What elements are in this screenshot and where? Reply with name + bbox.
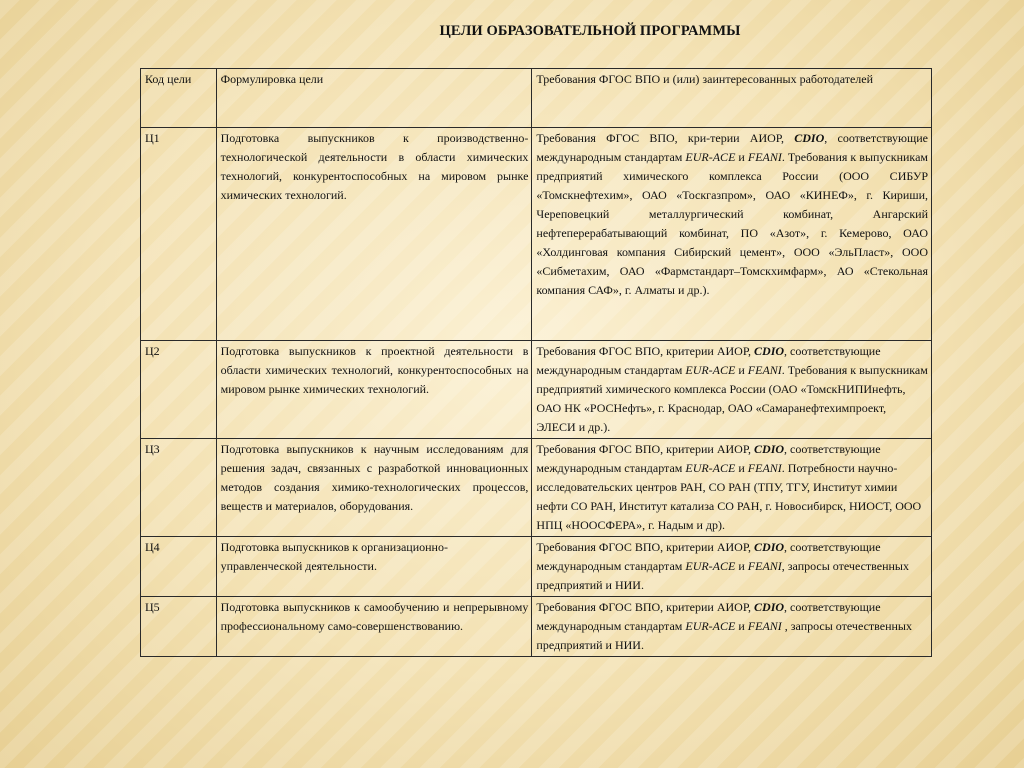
req-text: , запросы отечественных предприятий и НИИ.	[536, 559, 909, 592]
req-cdio: CDIO	[754, 540, 785, 554]
header-goal-text: Формулировка цели	[216, 69, 532, 128]
req-text: . Потребности научно-исследовательских центров РАН, СО РАН (ТПУ, ТГУ, Институт химии нефти СО РАН, Институт катализа СО РАН, г. Новосибирск, НИОСТ, ООО НПЦ «НООСФЕРА», г. Надым и др).	[536, 461, 922, 532]
table-row	[141, 537, 932, 597]
goal-text: Подготовка выпускников к самообучению и непрерывному профессиональному само-совершенствованию.	[216, 597, 532, 657]
req-text: , соответствующие международным стандартам	[536, 344, 881, 377]
req-text: и	[735, 363, 748, 377]
req-text: , соответствующие международным стандартам	[536, 600, 881, 633]
req-text: и	[735, 150, 748, 164]
req-text: Требования ФГОС ВПО, критерии АИОР,	[536, 442, 755, 456]
table-row	[141, 341, 932, 439]
req-text: , соответствующие международным стандартам	[536, 442, 881, 475]
req-cdio: CDIO	[754, 344, 785, 358]
table-row	[141, 597, 932, 657]
slide-title-wrap	[0, 22, 1024, 40]
req-text: Требования ФГОС ВПО, кри-терии АИОР,	[536, 131, 795, 145]
req-text: . Требования к выпускникам предприятий химического комплекса России (ОАО «ТомскНИПИнефть, ОАО НК «РОСНефть», г. Краснодар, ОАО «Самаранефтехимпроект, ЭЛЕСИ и др.).	[536, 363, 928, 434]
goal-code: Ц2	[141, 341, 217, 439]
req-text: , запросы отечественных предприятий и НИИ.	[536, 619, 912, 652]
req-feani: FEANI	[747, 363, 782, 377]
req-feani: FEANI	[747, 619, 782, 633]
req-feani: FEANI	[747, 461, 782, 475]
goal-requirements	[532, 537, 932, 597]
req-text: , соответствующие международным стандартам	[536, 540, 881, 573]
header-requirements: Требования ФГОС ВПО и (или) заинтересованных работодателей	[532, 69, 932, 128]
goal-code: Ц4	[141, 537, 217, 597]
goals-table	[140, 68, 932, 657]
req-eurace: EUR-ACE	[685, 461, 736, 475]
table-row	[141, 439, 932, 537]
goal-text: Подготовка выпускников к проектной деятельности в области химических технологий, конкурентоспособных на мировом рынке химических технологий.	[216, 341, 532, 439]
goal-text: Подготовка выпускников к организационно-управленческой деятельности.	[216, 537, 532, 597]
goal-requirements	[532, 128, 932, 341]
req-cdio: CDIO	[754, 600, 785, 614]
goal-text: Подготовка выпускников к научным исследованиям для решения задач, связанных с разработкой инновационных методов создания химико-технологических процессов, веществ и материалов, оборудования.	[216, 439, 532, 537]
req-eurace: EUR-ACE	[685, 363, 736, 377]
goal-code: Ц5	[141, 597, 217, 657]
req-eurace: EUR-ACE	[685, 559, 736, 573]
req-text: . Требования к выпускникам предприятий химического комплекса России (ООО СИБУР «Томскнефтехим», ОАО «Тоскгазпром», ОАО «КИНЕФ», г. Кириши, Череповецкий металлургический комбинат, Ангарский нефтеперерабатывающий комбинат, ПО «Азот», г. Кемерово, ОАО «Холдинговая компания Сибирский цемент», ООО «ЭльПласт», ООО «Сибметахим, ОАО «Фармстандарт–Томскхимфарм», АО «Стекольная компания САФ», г. Алматы и др.).	[536, 150, 928, 297]
goal-code: Ц3	[141, 439, 217, 537]
header-code: Код цели	[141, 69, 217, 128]
req-text: и	[735, 619, 748, 633]
table-header-row	[141, 69, 932, 128]
req-text: Требования ФГОС ВПО, критерии АИОР,	[536, 600, 755, 614]
req-text: и	[735, 559, 748, 573]
req-text: Требования ФГОС ВПО, критерии АИОР,	[536, 540, 755, 554]
table-row	[141, 128, 932, 341]
goal-requirements	[532, 439, 932, 537]
req-cdio: CDIO	[754, 442, 785, 456]
req-text: Требования ФГОС ВПО, критерии АИОР,	[536, 344, 755, 358]
slide-title: ЦЕЛИ ОБРАЗОВАТЕЛЬНОЙ ПРОГРАММЫ	[439, 23, 741, 39]
req-eurace: EUR-ACE	[685, 619, 736, 633]
goal-requirements	[532, 597, 932, 657]
req-feani: FEANI	[747, 150, 782, 164]
goal-requirements	[532, 341, 932, 439]
req-feani: FEANI	[747, 559, 782, 573]
req-text: , соответствующие международным стандартам	[536, 131, 928, 164]
req-eurace: EUR-ACE	[685, 150, 736, 164]
goal-code: Ц1	[141, 128, 217, 341]
req-text: и	[735, 461, 748, 475]
goal-text: Подготовка выпускников к производственно-технологической деятельности в области химических технологий, конкурентоспособных на мировом рынке химических технологий.	[216, 128, 532, 341]
req-cdio: CDIO	[794, 131, 825, 145]
